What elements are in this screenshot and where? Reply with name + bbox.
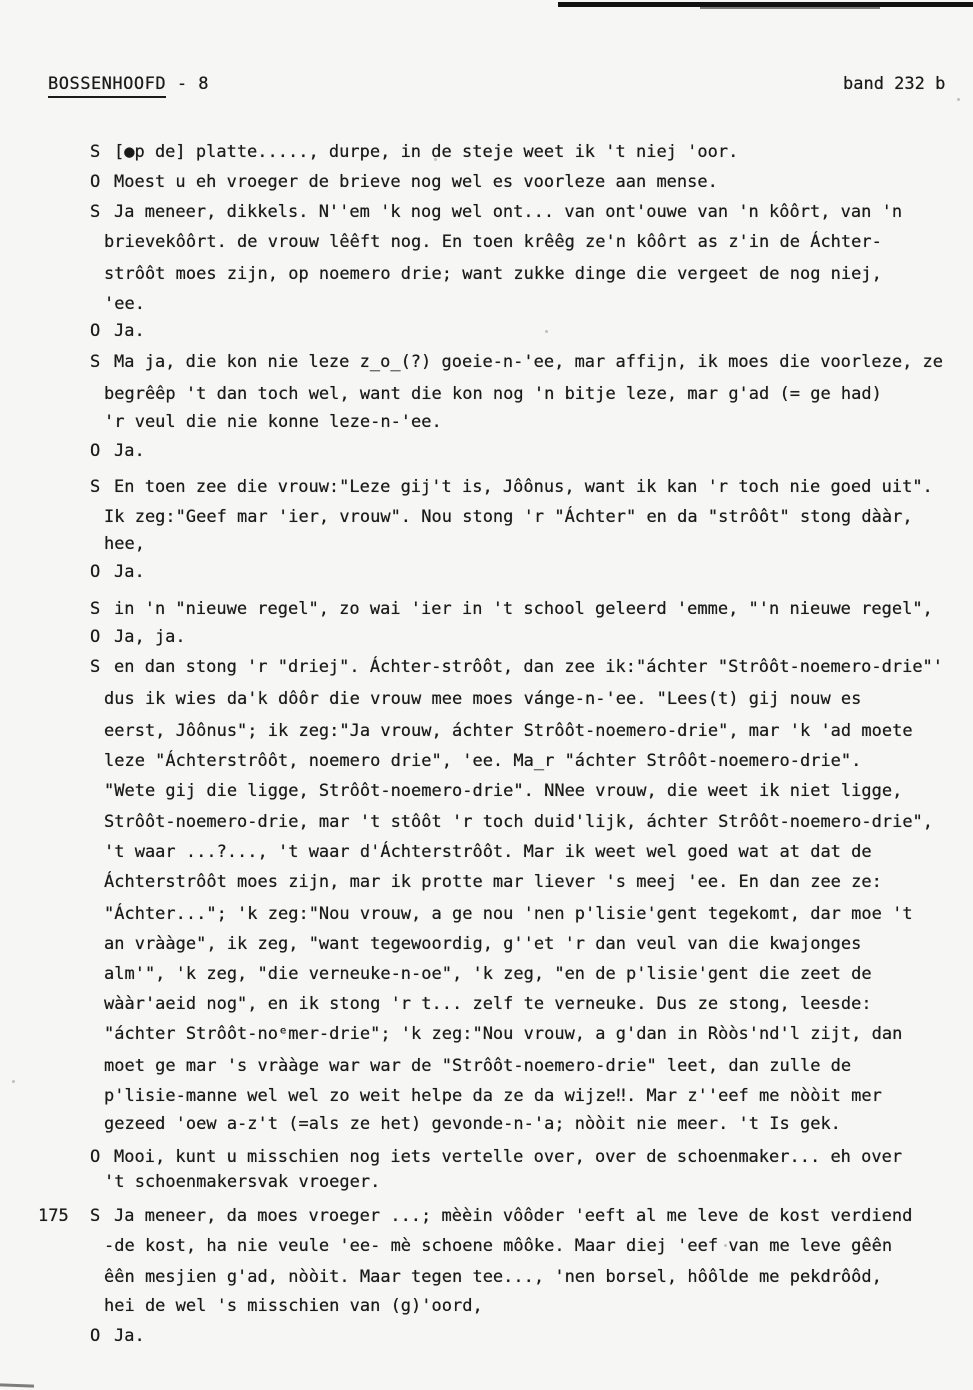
line-text: Ja meneer, da moes vroeger ...; mèèin vôôder 'eeft al me leve de kost verdiend bbox=[114, 1206, 913, 1226]
transcript-line bbox=[0, 1296, 973, 1322]
speaker-label: S bbox=[90, 142, 101, 162]
transcript-line bbox=[0, 657, 973, 683]
transcript-line bbox=[0, 142, 973, 168]
line-text: gezeed 'oew a-z't (=als ze het) gevonde-n-'a; nòòit nie meer. 't Is gek. bbox=[104, 1114, 841, 1134]
line-text: dus ik wies da'k dôôr die vrouw mee moes vánge-n-'ee. "Lees(t) gij nouw es bbox=[104, 689, 862, 709]
line-text: p'lisie-manne wel wel zo weit helpe da ze da wijze‼. Mar z''eef me nòòit mer bbox=[104, 1086, 882, 1106]
scan-speck bbox=[957, 98, 960, 101]
line-text: 'r veul die nie konne leze-n-'ee. bbox=[104, 412, 442, 432]
line-text: an vrààge", ik zeg, "want tegewoordig, g''et 'r dan veul van die kwajonges bbox=[104, 934, 862, 954]
transcript-line bbox=[0, 627, 973, 653]
line-text: Mooi, kunt u misschien nog iets vertelle over, over de schoenmaker... eh over bbox=[114, 1147, 903, 1167]
line-text: Ik zeg:"Geef mar 'ier, vrouw". Nou stong 'r "Áchter" en da "strôôt" stong dààr, bbox=[104, 507, 913, 527]
transcript-line bbox=[0, 352, 973, 378]
line-text: Moest u eh vroeger de brieve nog wel es voorleze aan mense. bbox=[114, 172, 718, 192]
line-text: Strôôt-noemero-drie, mar 't stôôt 'r toch duid'lijk, áchter Strôôt-noemero-drie", bbox=[104, 812, 934, 832]
line-text: 'ee. bbox=[104, 294, 145, 314]
speaker-label: O bbox=[90, 627, 101, 647]
transcript-line bbox=[0, 294, 973, 320]
speaker-label: S bbox=[90, 599, 101, 619]
line-text: hee, bbox=[104, 534, 145, 554]
line-text: begrêêp 't dan toch wel, want die kon nog 'n bitje leze, mar g'ad (= ge had) bbox=[104, 384, 882, 404]
transcript-line bbox=[0, 507, 973, 533]
transcript-line bbox=[0, 321, 973, 347]
speaker-label: S bbox=[90, 477, 101, 497]
line-text: hei de wel 's misschien van (g)'oord, bbox=[104, 1296, 483, 1316]
speaker-label: S bbox=[90, 202, 101, 222]
line-text: [●p de] platte....., durpe, in de steje weet ik 't niej 'oor. bbox=[114, 142, 739, 162]
band-label: band 232 b bbox=[843, 74, 946, 94]
transcript-line bbox=[0, 264, 973, 290]
line-text: 't waar ...?..., 't waar d'Áchterstrôôt. Mar ik weet wel goed wat at dat de bbox=[104, 842, 872, 862]
transcript-line bbox=[0, 689, 973, 715]
transcript-line bbox=[0, 441, 973, 467]
line-text: strôôt moes zijn, op noemero drie; want zukke dinge die vergeet de nog niej, bbox=[104, 264, 882, 284]
line-text: "áchter Strôôt-noᵉmer-drie"; 'k zeg:"Nou vrouw, a g'dan in Ròòs'nd'l zijt, dan bbox=[104, 1024, 903, 1044]
transcript-line bbox=[0, 599, 973, 625]
transcript-line bbox=[0, 1206, 973, 1232]
speaker-label: S bbox=[90, 657, 101, 677]
transcript-line bbox=[0, 964, 973, 990]
transcript-line bbox=[0, 1086, 973, 1112]
page-title-place: BOSSENHOOFD bbox=[48, 74, 166, 98]
line-text: Ja, ja. bbox=[114, 627, 186, 647]
scan-edge-artifact-top-2 bbox=[700, 7, 880, 9]
line-text: brievekôôrt. de vrouw lêêft nog. En toen krêêg ze'n kôôrt as z'in de Áchter- bbox=[104, 232, 882, 252]
line-text: eerst, Jôônus"; ik zeg:"Ja vrouw, áchter Strôôt-noemero-drie", mar 'k 'ad moete bbox=[104, 721, 913, 741]
transcript-line bbox=[0, 751, 973, 777]
line-text: Áchterstrôôt moes zijn, mar ik protte mar liever 's meej 'ee. En dan zee ze: bbox=[104, 872, 882, 892]
line-text: alm'", 'k zeg, "die verneuke-n-oe", 'k zeg, "en de p'lisie'gent die zeet de bbox=[104, 964, 872, 984]
speaker-label: O bbox=[90, 562, 101, 582]
transcript-line bbox=[0, 1056, 973, 1082]
line-text: Ja. bbox=[114, 562, 145, 582]
transcript-line bbox=[0, 1172, 973, 1198]
page-title bbox=[48, 74, 209, 94]
transcript-line bbox=[0, 872, 973, 898]
transcript-line bbox=[0, 1236, 973, 1262]
transcript-line bbox=[0, 232, 973, 258]
line-text: Ja. bbox=[114, 321, 145, 341]
scan-edge-artifact-bottom bbox=[0, 1383, 34, 1387]
line-text: "Áchter..."; 'k zeg:"Nou vrouw, a ge nou 'nen p'lisie'gent tegekomt, dar moe 't bbox=[104, 904, 913, 924]
transcript-line bbox=[0, 412, 973, 438]
transcript-line bbox=[0, 1114, 973, 1140]
transcript-line bbox=[0, 534, 973, 560]
transcript-line bbox=[0, 781, 973, 807]
speaker-label: S bbox=[90, 352, 101, 372]
transcript-line bbox=[0, 721, 973, 747]
transcript-line bbox=[0, 1267, 973, 1293]
line-text: 't schoenmakersvak vroeger. bbox=[104, 1172, 381, 1192]
transcript-line bbox=[0, 812, 973, 838]
speaker-label: S bbox=[90, 1206, 101, 1226]
transcript-line bbox=[0, 842, 973, 868]
line-text: En toen zee die vrouw:"Leze gij't is, Jôônus, want ik kan 'r toch nie goed uit". bbox=[114, 477, 933, 497]
speaker-label: O bbox=[90, 1147, 101, 1167]
speaker-label: O bbox=[90, 321, 101, 341]
line-text: êên mesjien g'ad, nòòit. Maar tegen tee..., 'nen borsel, hôôlde me pekdrôôd, bbox=[104, 1267, 882, 1287]
line-number: 175 bbox=[38, 1206, 69, 1226]
line-text: "Wete gij die ligge, Strôôt-noemero-drie". NNee vrouw, die weet ik niet ligge, bbox=[104, 781, 903, 801]
line-text: wààr'aeid nog", en ik stong 'r t... zelf te verneuke. Dus ze stong, leesde: bbox=[104, 994, 872, 1014]
speaker-label: O bbox=[90, 441, 101, 461]
line-text: leze "Áchterstrôôt, noemero drie", 'ee. Ma̲r "áchter Strôôt-noemero-drie". bbox=[104, 751, 862, 771]
line-text: Ja. bbox=[114, 441, 145, 461]
page-title-number: - 8 bbox=[166, 74, 210, 94]
line-text: in 'n "nieuwe regel", zo wai 'ier in 't school geleerd 'emme, "'n nieuwe regel", bbox=[114, 599, 933, 619]
speaker-label: O bbox=[90, 172, 101, 192]
transcript-line bbox=[0, 1147, 973, 1173]
speaker-label: O bbox=[90, 1326, 101, 1346]
transcript-line bbox=[0, 904, 973, 930]
transcript-line bbox=[0, 477, 973, 503]
line-text: moet ge mar 's vrààge war war de "Strôôt-noemero-drie" leet, dan zulle de bbox=[104, 1056, 852, 1076]
transcript-line bbox=[0, 994, 973, 1020]
transcript-line bbox=[0, 562, 973, 588]
line-text: Ja. bbox=[114, 1326, 145, 1346]
transcript-line bbox=[0, 934, 973, 960]
transcript-line bbox=[0, 384, 973, 410]
transcript-line bbox=[0, 172, 973, 198]
transcript-line bbox=[0, 1326, 973, 1352]
transcript-line bbox=[0, 1024, 973, 1050]
line-text: Ja meneer, dikkels. N''em 'k nog wel ont... van ont'ouwe van 'n kôôrt, van 'n bbox=[114, 202, 903, 222]
line-text: Ma ja, die kon nie leze z̲o̲(?) goeie-n-'ee, mar affijn, ik moes die voorleze, ze bbox=[114, 352, 944, 372]
line-text: en dan stong 'r "driej". Áchter-strôôt, dan zee ik:"áchter "Strôôt-noemero-drie"' bbox=[114, 657, 944, 677]
transcript-line bbox=[0, 202, 973, 228]
line-text: -de kost, ha nie veule 'ee- mè schoene môôke. Maar diej 'eef van me leve gêên bbox=[104, 1236, 893, 1256]
